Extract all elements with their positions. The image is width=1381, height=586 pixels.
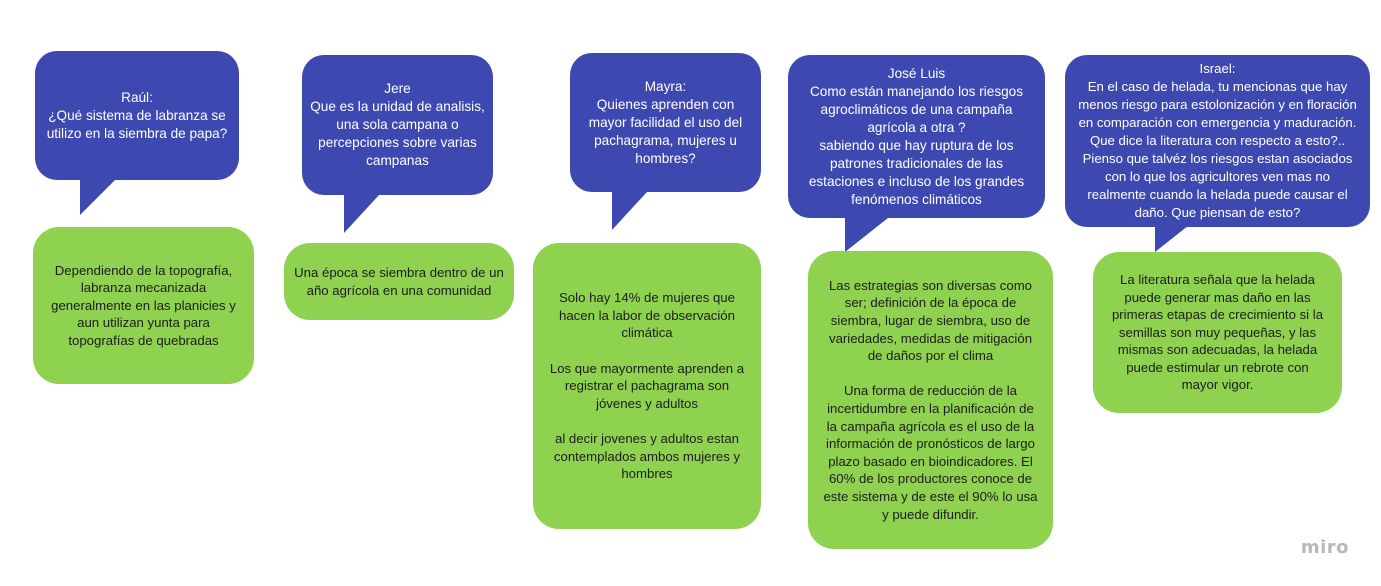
question-text: Raúl: ¿Qué sistema de labranza se utilizo en la siembra de papa? [46,89,228,141]
answer-card-mayra[interactable] [533,243,761,529]
question-text: Israel: En el caso de helada, tu mencionas que hay menos riesgo para estolonización y en floración en comparación con emergencia y maduración. Que dice la literatura con respecto a esto?.. Pienso que talvéz los riesgos estan asociados con lo que los agricultores ven mas no realmente cuando la helada puede causar el daño. Que piensan de esto? [1078,61,1357,220]
answer-paragraph: Los que mayormente aprenden a registrar el pachagrama son jóvenes y adultos [549,360,745,411]
question-text: José Luis Como están manejando los riesgos agroclimáticos de una campaña agrícola a otra ? sabiendo que hay ruptura de los patrones tradicionales de las estaciones e incluso de los grandes fenómenos climáticos [808,65,1025,207]
answer-card-jose-luis[interactable] [808,251,1053,549]
question-bubble-raul[interactable] [35,51,239,180]
question-text: Jere Que es la unidad de analisis, una sola campana o percepciones sobre varias campanas [310,81,485,168]
answer-paragraph: Una época se siembra dentro de un año agrícola en una comunidad [294,264,504,298]
answer-paragraph: Solo hay 14% de mujeres que hacen la labor de observación climática [559,290,735,341]
answer-paragraph: al decir jovenes y adultos estan contemplados ambos mujeres y hombres [553,430,741,482]
answer-paragraph: Las estrategias son diversas como ser; definición de la época de siembra, lugar de siembra, uso de variedades, medidas de mitigación de daños por el clima [828,277,1033,364]
answer-paragraph: La literatura señala que la helada puede generar mas daño en las primeras etapas de crecimiento si la semillas son muy pequeñas, y las mismas son adecuadas, la helada puede estimular un rebrote con mayor vigor. [1111,271,1324,393]
answer-card-jere[interactable] [284,243,514,320]
answer-paragraph: Una forma de reducción de la incertidumbre en la planificación de la campaña agrícola es el uso de la información de pronósticos de largo plazo basado en bioindicadores. El 60% de los productores conoce de este sistema y de este el 90% lo usa y puede difundir. [823,383,1038,522]
miro-logo: miro [1300,537,1349,558]
question-bubble-mayra[interactable] [570,53,761,192]
question-bubble-jere[interactable] [302,55,493,195]
question-bubble-jose-luis[interactable] [788,55,1045,218]
answer-paragraph: Dependiendo de la topografía, labranza mecanizada generalmente en las planicies y aun utilizan yunta para topografías de quebradas [51,262,236,348]
answer-card-israel[interactable] [1093,252,1342,413]
question-bubble-israel[interactable] [1065,55,1370,227]
answer-card-raul[interactable] [33,227,254,384]
question-text: Mayra: Quienes aprenden con mayor facilidad el uso del pachagrama, mujeres u hombres? [588,78,743,166]
